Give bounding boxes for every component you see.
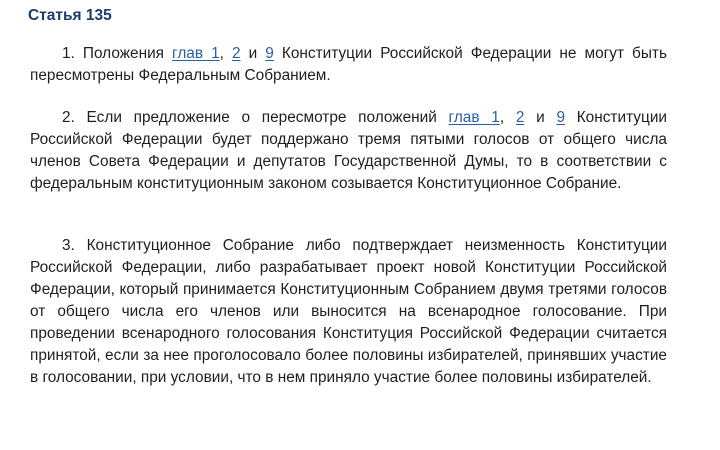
link-chapter-1[interactable]: глав 1	[172, 45, 220, 62]
paragraph-1	[30, 43, 667, 87]
paragraph-2-prefix: 2. Если предложение о пересмотре положений	[62, 109, 449, 126]
paragraph-1-suffix: Конституции Российской Федерации не могут быть пересмотрены Федеральным Собранием.	[30, 45, 667, 84]
link-chapter-2[interactable]: 2	[231, 45, 241, 62]
link-chapter-9[interactable]: 9	[556, 109, 565, 126]
article-title: Статья 135	[28, 7, 112, 24]
paragraph-2-sep: и	[524, 109, 557, 126]
paragraph-1-sep: и	[240, 45, 266, 62]
paragraph-3: 3. Конституционное Собрание либо подтверждает неизменность Конституции Российской Федерации, либо разрабатывает проект новой Конституции Российской Федерации, который принимается Конституционным Собранием двумя третями голосов от общего числа его членов или выносится на всенародное голосование. При проведении всенародного голосования Конституция Российской Федерации считается принятой, если за нее проголосовало более половины избирателей, принявших участие в голосовании, при условии, что в нем приняло участие более половины избирателей.	[30, 237, 667, 386]
paragraph-1-sep: ,	[219, 45, 232, 62]
paragraph-2-sep: ,	[499, 109, 516, 126]
link-chapter-2[interactable]: 2	[515, 109, 525, 126]
link-chapter-1[interactable]: глав 1	[448, 109, 500, 126]
paragraph-2-suffix: Конституции Российской Федерации будет поддержано тремя пятыми голосов от общего числа членов Совета Федерации и депутатов Государственной Думы, то в соответствии с федеральным конституционным законом созывается Конституционное Собрание.	[30, 109, 668, 192]
link-chapter-9[interactable]: 9	[265, 45, 274, 62]
scrollbar[interactable]	[714, 0, 720, 450]
paragraph-2	[30, 107, 667, 195]
paragraph-1-prefix: 1. Положения	[62, 45, 173, 62]
